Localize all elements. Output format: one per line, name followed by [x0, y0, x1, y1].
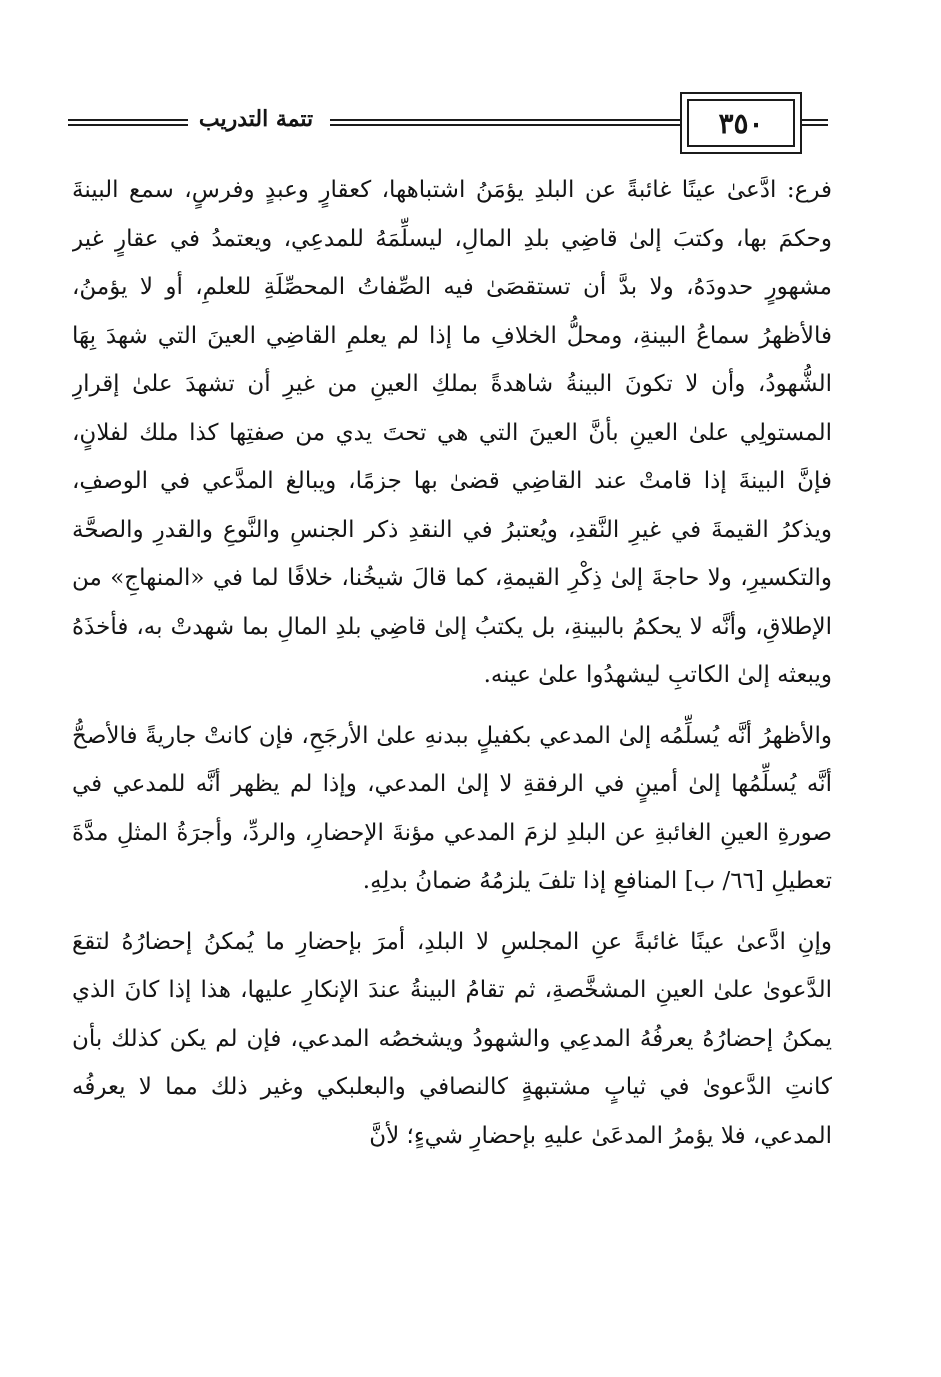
page-number: ٣٥٠: [687, 99, 795, 147]
page-body: [72, 166, 832, 1286]
rule-line: [802, 119, 828, 121]
running-header-title: تتمة التدريب: [198, 106, 314, 132]
page-number-frame: [680, 92, 802, 154]
paragraph-surety: والأظهرُ أنَّه يُسلِّمُه إلىٰ المدعي بكفيلٍ ببدنهِ علىٰ الأرجَحِ، فإن كانتْ جاريةً فالأصحُّ أنَّه يُسلِّمُها إلىٰ أمينٍ في الرفقةِ لا إلىٰ المدعي، وإذا لم يظهر أنَّه للمدعي في صورةِ العينِ الغائبةِ عن البلدِ لزمَ المدعي مؤنةَ الإحضارِ، والردِّ، وأجرَةُ المثلِ مدَّةَ تعطيلِ [٦٦/ ب] المنافعِ إذا تلفَ يلزمُهُ ضمانُ بدلِهِ.: [72, 722, 832, 894]
rule-line: [68, 124, 188, 126]
paragraph-absent-from-session: وإنِ ادَّعىٰ عينًا غائبةً عنِ المجلسِ لا البلدِ، أمرَ بإحضارِ ما يُمكنُ إحضارُهُ لتقعَ الدَّعوىٰ علىٰ العينِ المشخَّصةِ، ثم تقامُ البينةُ عندَ الإنكارِ عليها، هذا إذا كانَ الذي يمكنُ إحضارُهُ يعرفُهُ المدعِي والشهودُ ويشخصُه المدعي، فإن لم يكن كذلك بأن كانتِ الدَّعوىٰ في ثيابٍ مشتبهةٍ كالنصافي والبعلبكي وغير ذلك مما لا يعرفُه المدعي، فلا يؤمرُ المدعَىٰ عليهِ بإحضارِ شيءٍ؛ لأنَّ: [72, 928, 832, 1149]
rule-line: [802, 124, 828, 126]
paragraph-branch-claim: فرع: ادَّعىٰ عينًا غائبةً عن البلدِ يؤمَنُ اشتباهها، كعقارٍ وعبدٍ وفرسٍ، سمع البينةَ وحكمَ بها، وكتبَ إلىٰ قاضِي بلدِ المالِ، ليسلِّمَهُ للمدعِي، ويعتمدُ في عقارٍ غير مشهورٍ حدودَهُ، ولا بدَّ أن تستقصَىٰ فيه الصِّفاتُ المحصِّلَةِ للعلمِ، أو لا يؤمنُ، فالأظهرُ سماعُ البينةِ، ومحلُّ الخلافِ ما إذا لم يعلمِ القاضِي العينَ التي شهدَ بِهَا الشُّهودُ، وأن لا تكونَ البينةُ شاهدةً بملكِ العينِ من غيرِ أن تشهدَ علىٰ إقرارِ المستولِي علىٰ العينِ بأنَّ العينَ التي هي تحتَ يدي من صفتِها كذا ملك لفلانٍ، فإنَّ البينةَ إذا قامتْ عند القاضِي قضىٰ بها جزمًا، ويبالغ المدَّعي في الوصفِ، ويذكرُ القيمةَ في غيرِ النَّقدِ، ويُعتبرُ في النقدِ ذكر الجنسِ والنَّوعِ والقدرِ والصحَّة والتكسيرِ، ولا حاجةَ إلىٰ ذِكْرِ القيمةِ، كما قالَ شيخُنا، خلافًا لما في «المنهاجِ» من الإطلاقِ، وأنَّه لا يحكمُ بالبينةِ، بل يكتبُ إلىٰ قاضِي بلدِ المالِ بما شهدتْ به، فأخذَهُ ويبعثه إلىٰ الكاتبِ ليشهدُوا علىٰ عينه.: [72, 177, 832, 688]
rule-line: [330, 124, 680, 126]
page-header: [68, 88, 828, 158]
rule-line: [68, 119, 188, 121]
rule-line: [330, 119, 680, 121]
